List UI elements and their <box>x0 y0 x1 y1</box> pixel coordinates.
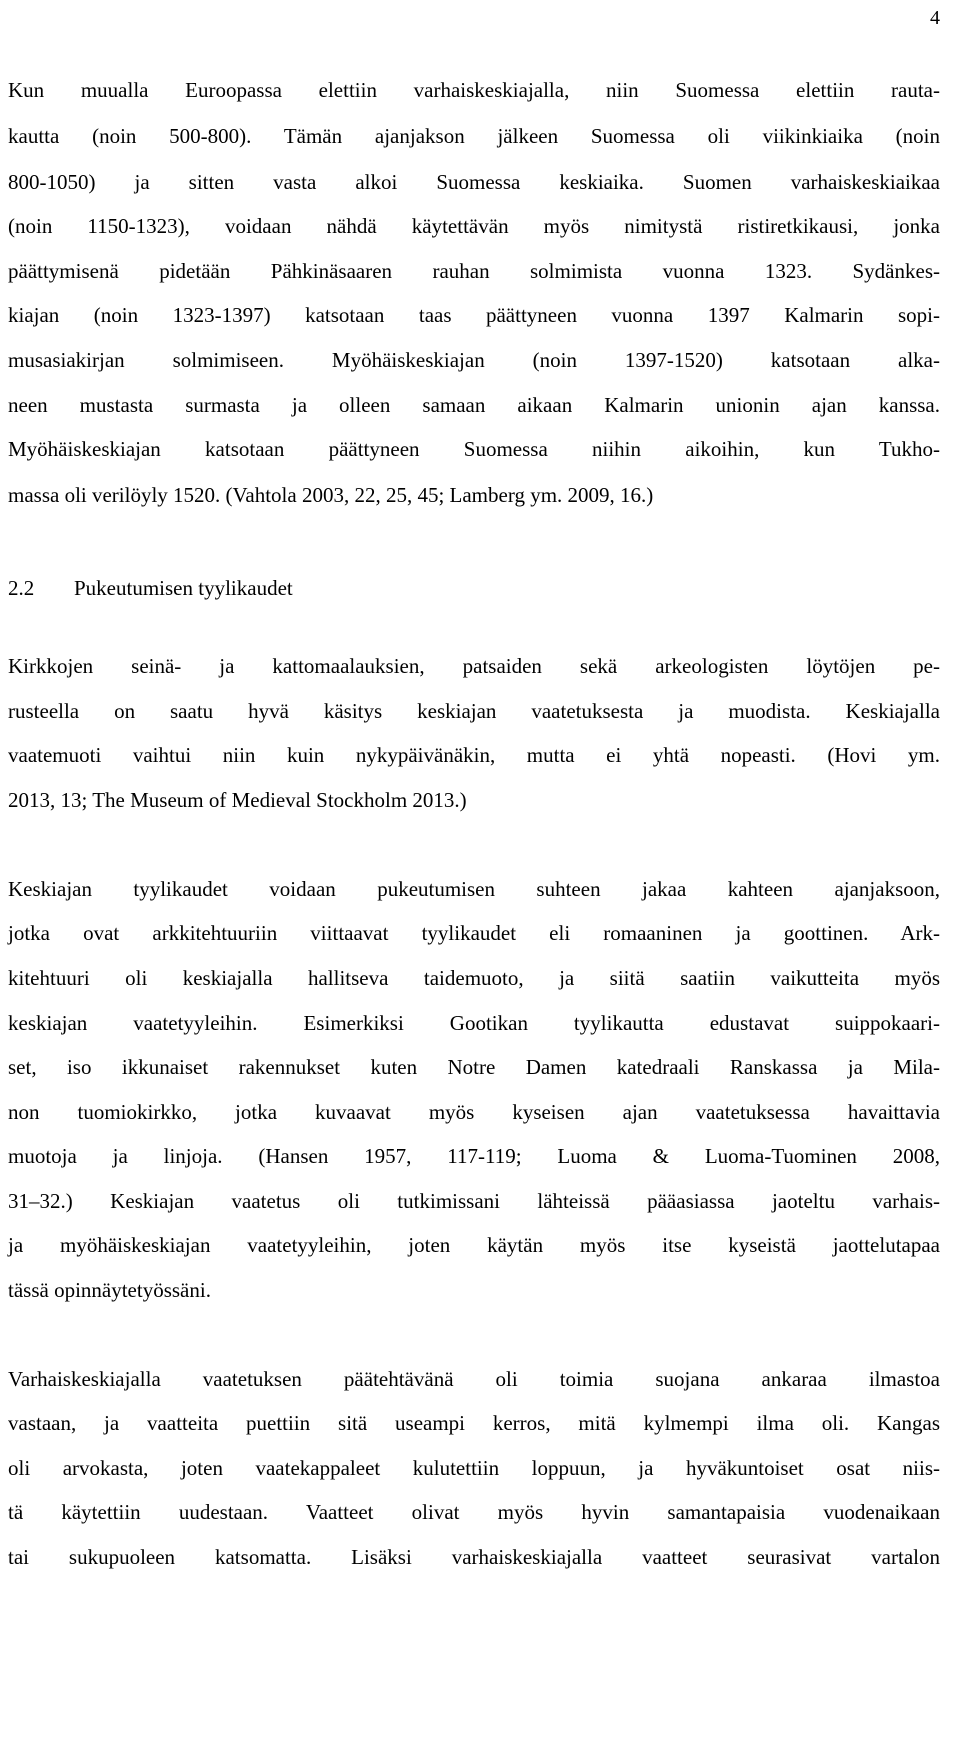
paragraph-1-line-9: Myöhäiskeskiajan katsotaan päättyneen Suomessa niihin aikoihin, kun Tukho- <box>8 437 940 461</box>
section-heading-title: Pukeutumisen tyylikaudet <box>74 576 293 600</box>
paragraph-3-line-2: jotka ovat arkkitehtuuriin viittaavat tyylikaudet eli romaaninen ja goottinen. Ark- <box>8 921 940 945</box>
paragraph-2-line-2: rusteella on saatu hyvä käsitys keskiajan vaatetuksesta ja muodista. Keskiajalla <box>8 699 940 723</box>
paragraph-1-line-6: kiajan (noin 1323-1397) katsotaan taas päättyneen vuonna 1397 Kalmarin sopi- <box>8 303 940 327</box>
paragraph-4-line-1: Varhaiskeskiajalla vaatetuksen päätehtävänä oli toimia suojana ankaraa ilmastoa <box>8 1367 940 1391</box>
paragraph-1-line-8: neen mustasta surmasta ja olleen samaan aikaan Kalmarin unionin ajan kanssa. <box>8 393 940 417</box>
section-heading-number: 2.2 <box>8 576 35 600</box>
paragraph-2-line-3: vaatemuoti vaihtui niin kuin nykypäivänäkin, mutta ei yhtä nopeasti. (Hovi ym. <box>8 743 940 767</box>
paragraph-4-line-3: oli arvokasta, joten vaatekappaleet kulutettiin loppuun, ja hyväkuntoiset osat niis- <box>8 1456 940 1480</box>
paragraph-1-line-10: massa oli verilöyly 1520. (Vahtola 2003, 22, 25, 45; Lamberg ym. 2009, 16.) <box>8 483 654 507</box>
paragraph-1-line-2: kautta (noin 500-800). Tämän ajanjakson jälkeen Suomessa oli viikinkiaika (noin <box>8 124 940 148</box>
paragraph-1-line-1: Kun muualla Euroopassa elettiin varhaiskeskiajalla, niin Suomessa elettiin rauta- <box>8 78 940 102</box>
paragraph-4-line-4: tä käytettiin uudestaan. Vaatteet olivat myös hyvin samantapaisia vuodenaikaan <box>8 1500 940 1524</box>
paragraph-3-line-4: keskiajan vaatetyyleihin. Esimerkiksi Gootikan tyylikautta edustavat suippokaari- <box>8 1011 940 1035</box>
paragraph-2-line-1: Kirkkojen seinä- ja kattomaalauksien, patsaiden sekä arkeologisten löytöjen pe- <box>8 654 940 678</box>
paragraph-4-line-2: vastaan, ja vaatteita puettiin sitä useampi kerros, mitä kylmempi ilma oli. Kangas <box>8 1411 940 1435</box>
paragraph-1-line-7: musasiakirjan solmimiseen. Myöhäiskeskiajan (noin 1397-1520) katsotaan alka- <box>8 348 940 372</box>
paragraph-3-line-9: ja myöhäiskeskiajan vaatetyyleihin, joten käytän myös itse kyseistä jaottelutapaa <box>8 1233 940 1257</box>
paragraph-3-line-5: set, iso ikkunaiset rakennukset kuten Notre Damen katedraali Ranskassa ja Mila- <box>8 1055 940 1079</box>
paragraph-3-line-10: tässä opinnäytetyössäni. <box>8 1278 211 1302</box>
paragraph-3-line-3: kitehtuuri oli keskiajalla hallitseva taidemuoto, ja siitä saatiin vaikutteita myös <box>8 966 940 990</box>
paragraph-1-line-5: päättymisenä pidetään Pähkinäsaaren rauhan solmimista vuonna 1323. Sydänkes- <box>8 259 940 283</box>
paragraph-3-line-6: non tuomiokirkko, jotka kuvaavat myös kyseisen ajan vaatetuksessa havaittavia <box>8 1100 940 1124</box>
paragraph-1-line-4: (noin 1150-1323), voidaan nähdä käytettävän myös nimitystä ristiretkikausi, jonka <box>8 214 940 238</box>
section-heading <box>8 576 293 600</box>
paragraph-4-line-5: tai sukupuoleen katsomatta. Lisäksi varhaiskeskiajalla vaatteet seurasivat vartalon <box>8 1545 940 1569</box>
paragraph-1-line-3: 800-1050) ja sitten vasta alkoi Suomessa keskiaika. Suomen varhaiskeskiaikaa <box>8 170 940 194</box>
page-number: 4 <box>930 7 940 29</box>
paragraph-2-line-4: 2013, 13; The Museum of Medieval Stockholm 2013.) <box>8 788 467 812</box>
paragraph-3-line-8: 31–32.) Keskiajan vaatetus oli tutkimissani lähteissä pääasiassa jaoteltu varhais- <box>8 1189 940 1213</box>
paragraph-3-line-1: Keskiajan tyylikaudet voidaan pukeutumisen suhteen jakaa kahteen ajanjaksoon, <box>8 877 940 901</box>
paragraph-3-line-7: muotoja ja linjoja. (Hansen 1957, 117-119; Luoma & Luoma-Tuominen 2008, <box>8 1144 940 1168</box>
